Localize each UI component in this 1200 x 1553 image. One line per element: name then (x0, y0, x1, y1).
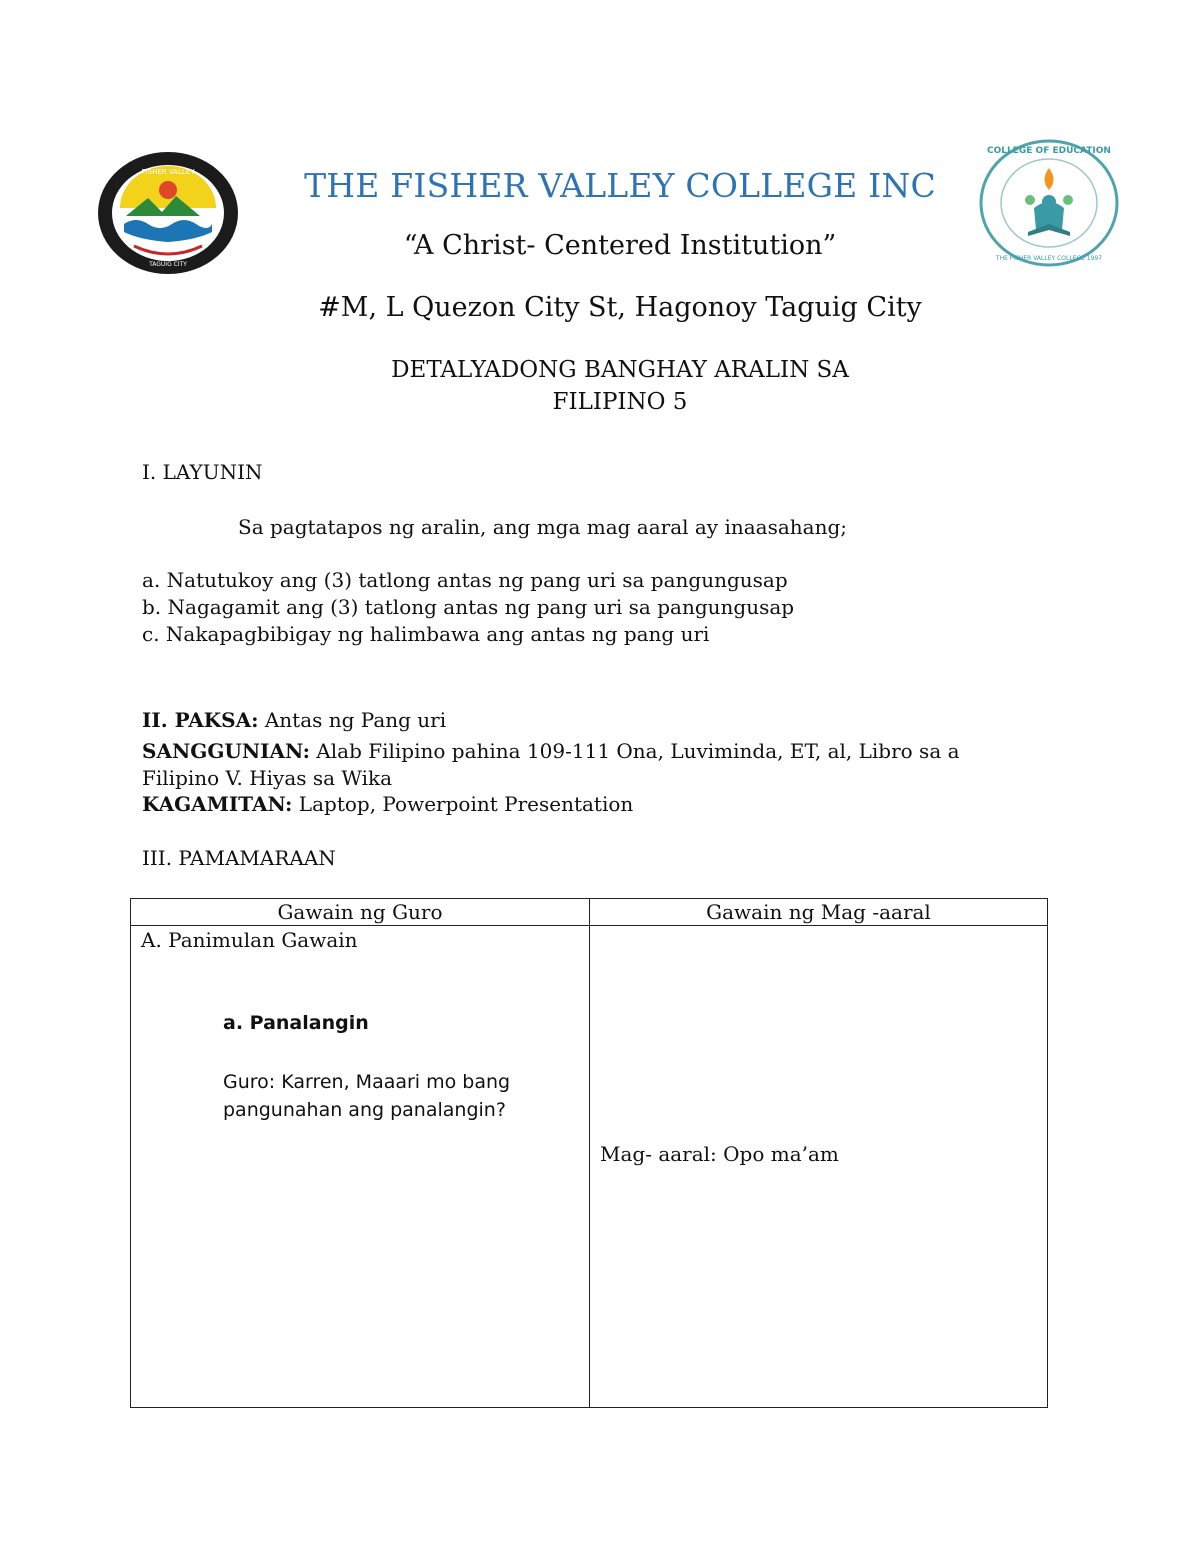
lesson-plan-title-line1: DETALYADONG BANGHAY ARALIN SA (391, 357, 849, 383)
objective-item: c. Nakapagbibigay ng halimbawa ang antas ng pang uri (142, 622, 710, 646)
section-pamamaraan-heading: III. PAMAMARAAN (142, 846, 336, 870)
guro-dialogue (223, 1068, 510, 1124)
column-header-guro: Gawain ng Guro (131, 899, 590, 926)
column-header-mag-aaral: Gawain ng Mag -aaral (590, 899, 1048, 926)
guro-cell (131, 926, 590, 1408)
svg-text:FISHER VALLEY: FISHER VALLEY (141, 168, 195, 176)
section-layunin-heading: I. LAYUNIN (142, 460, 263, 484)
svg-text:TAGUIG CITY: TAGUIG CITY (149, 261, 187, 268)
table-header-row (131, 899, 1048, 926)
college-motto: “A Christ- Centered Institution” (403, 230, 837, 261)
table-row (131, 926, 1048, 1408)
kagamitan-value: Laptop, Powerpoint Presentation (292, 792, 634, 816)
guro-dialogue-line1: Guro: Karren, Maaari mo bang (223, 1071, 511, 1093)
kagamitan-line (142, 792, 633, 816)
pamamaraan-table (130, 898, 1048, 1408)
objective-item: a. Natutukoy ang (3) tatlong antas ng pang uri sa pangungusap (142, 568, 788, 592)
mag-aaral-cell (590, 926, 1048, 1408)
svg-text:THE FISHER VALLEY COLLEGE 1997: THE FISHER VALLEY COLLEGE 1997 (995, 255, 1103, 262)
lesson-plan-title (0, 354, 1200, 418)
lesson-plan-title-line2: FILIPINO 5 (552, 389, 688, 415)
paksa-label: II. PAKSA: (142, 708, 259, 732)
guro-subheading: a. Panalangin (223, 1012, 369, 1034)
guro-activity: A. Panimulan Gawain (141, 928, 358, 952)
layunin-intro: Sa pagtatapos ng aralin, ang mga mag aaral ay inaasahang; (238, 515, 848, 539)
sanggunian-value: Alab Filipino pahina 109-111 Ona, Luviminda, ET, al, Libro sa a Filipino V. Hiyas sa Wika (142, 739, 960, 790)
paksa-line (142, 708, 446, 732)
sanggunian-label: SANGGUNIAN: (142, 739, 310, 763)
svg-text:COLLEGE OF EDUCATION: COLLEGE OF EDUCATION (987, 146, 1111, 156)
kagamitan-label: KAGAMITAN: (142, 792, 293, 816)
objective-item: b. Nagagamit ang (3) tatlong antas ng pang uri sa pangungusap (142, 595, 795, 619)
college-address: #M, L Quezon City St, Hagonoy Taguig City (318, 292, 922, 323)
sanggunian-line (142, 738, 1022, 792)
student-response: Mag- aaral: Opo ma’am (600, 1142, 839, 1166)
paksa-value: Antas ng Pang uri (258, 708, 447, 732)
college-name: THE FISHER VALLEY COLLEGE INC (304, 166, 936, 205)
guro-dialogue-line2: pangunahan ang panalangin? (223, 1099, 506, 1121)
